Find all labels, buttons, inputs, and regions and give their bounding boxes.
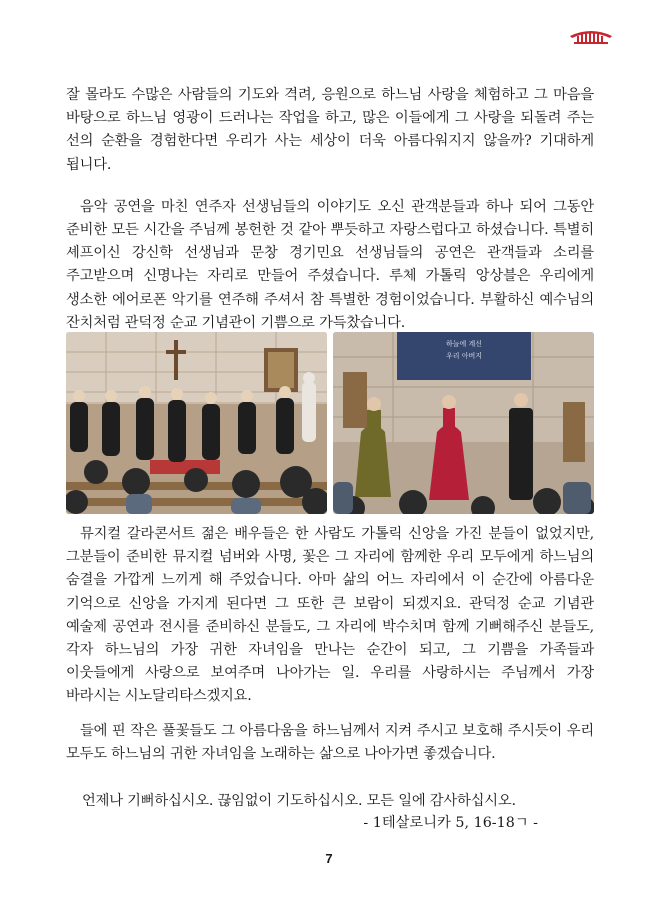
ensemble-photo xyxy=(66,332,327,514)
paragraph-concert: 음악 공연을 마친 연주자 선생님들의 이야기도 오신 관객분들과 하나 되어 그동안 준비한 모든 시간을 주님께 봉헌한 것 같아 뿌듯하고 자랑스럽다고 하셨습니다. 특별히 셰프이신 강신학 선생님과 문창 경기민요 선생님들의 공연은 관객들과 소리를 주고받으며 신명나는 자리로 만들어 주셨습니다. 루체 가톨릭 앙상블은 우리에게 생소한 에어로폰 악기를 연주해 주셔서 참 특별한 경험이었습니다. 부활하신 예수님의 잔치처럼 관덕정 순교 기념관이 기쁨으로 가득찼습니다. xyxy=(66,198,594,331)
article-mid xyxy=(66,523,594,709)
logo-icon xyxy=(568,22,614,46)
screen-line-1: 하늘에 계신 xyxy=(445,340,483,348)
article-bottom xyxy=(66,720,594,766)
page-number: 7 xyxy=(325,851,333,866)
paragraph-musical: 뮤지컬 갈라콘서트 젊은 배우들은 한 사람도 가톨릭 신앙을 가진 분들이 없었지만, 그분들이 준비한 뮤지컬 넘버와 사명, 꽃은 그 자리에 함께한 우리 모두에게 하느님의 숨결을 가깝게 느끼게 해 주었습니다. 아마 삶의 어느 자리에서 이 순간에 아름다운 기억으로 신앙을 가지게 된다면 그 또한 큰 보람이 되겠지요. 관덕정 순교 기념관 예술제 공연과 전시를 준비하신 분들도, 그 자리에 박수치며 함께 기뻐해주신 분들도, 각자 하느님의 가장 귀한 자녀임을 만나는 순간이 되고, 그 기쁨을 가족들과 이웃들에게 사랑으로 보여주며 나아가는 일. 우리를 사랑하시는 주님께서 가장 바라시는 시노달리타스겠지요. xyxy=(66,526,594,705)
article-top xyxy=(66,84,594,335)
verse-citation: - 1테살로니카 5, 16-18ㄱ - xyxy=(363,815,538,831)
closing-verse: 언제나 기뻐하십시오. 끊임없이 기도하십시오. 모든 일에 감사하십시오. xyxy=(82,793,516,809)
photo-row xyxy=(66,332,594,514)
screen-line-2: 우리 아버지 xyxy=(445,352,483,360)
paragraph-intro: 잘 몰라도 수많은 사람들의 기도와 격려, 응원으로 하느님 사랑을 체험하고 그 마음을 바탕으로 하느님 영광이 드러나는 작업을 하고, 많은 이들에게 그 사랑을 되돌려 주는 선의 순환을 경험한다면 우리가 사는 세상이 더욱 아름다워지지 않을까? 기대하게 됩니다. xyxy=(66,87,594,173)
musical-photo xyxy=(333,332,594,514)
paragraph-flowers: 들에 핀 작은 풀꽃들도 그 아름다움을 하느님께서 지켜 주시고 보호해 주시듯이 우리 모두도 하느님의 귀한 자녀임을 노래하는 삶으로 나아가면 좋겠습니다. xyxy=(66,723,594,763)
